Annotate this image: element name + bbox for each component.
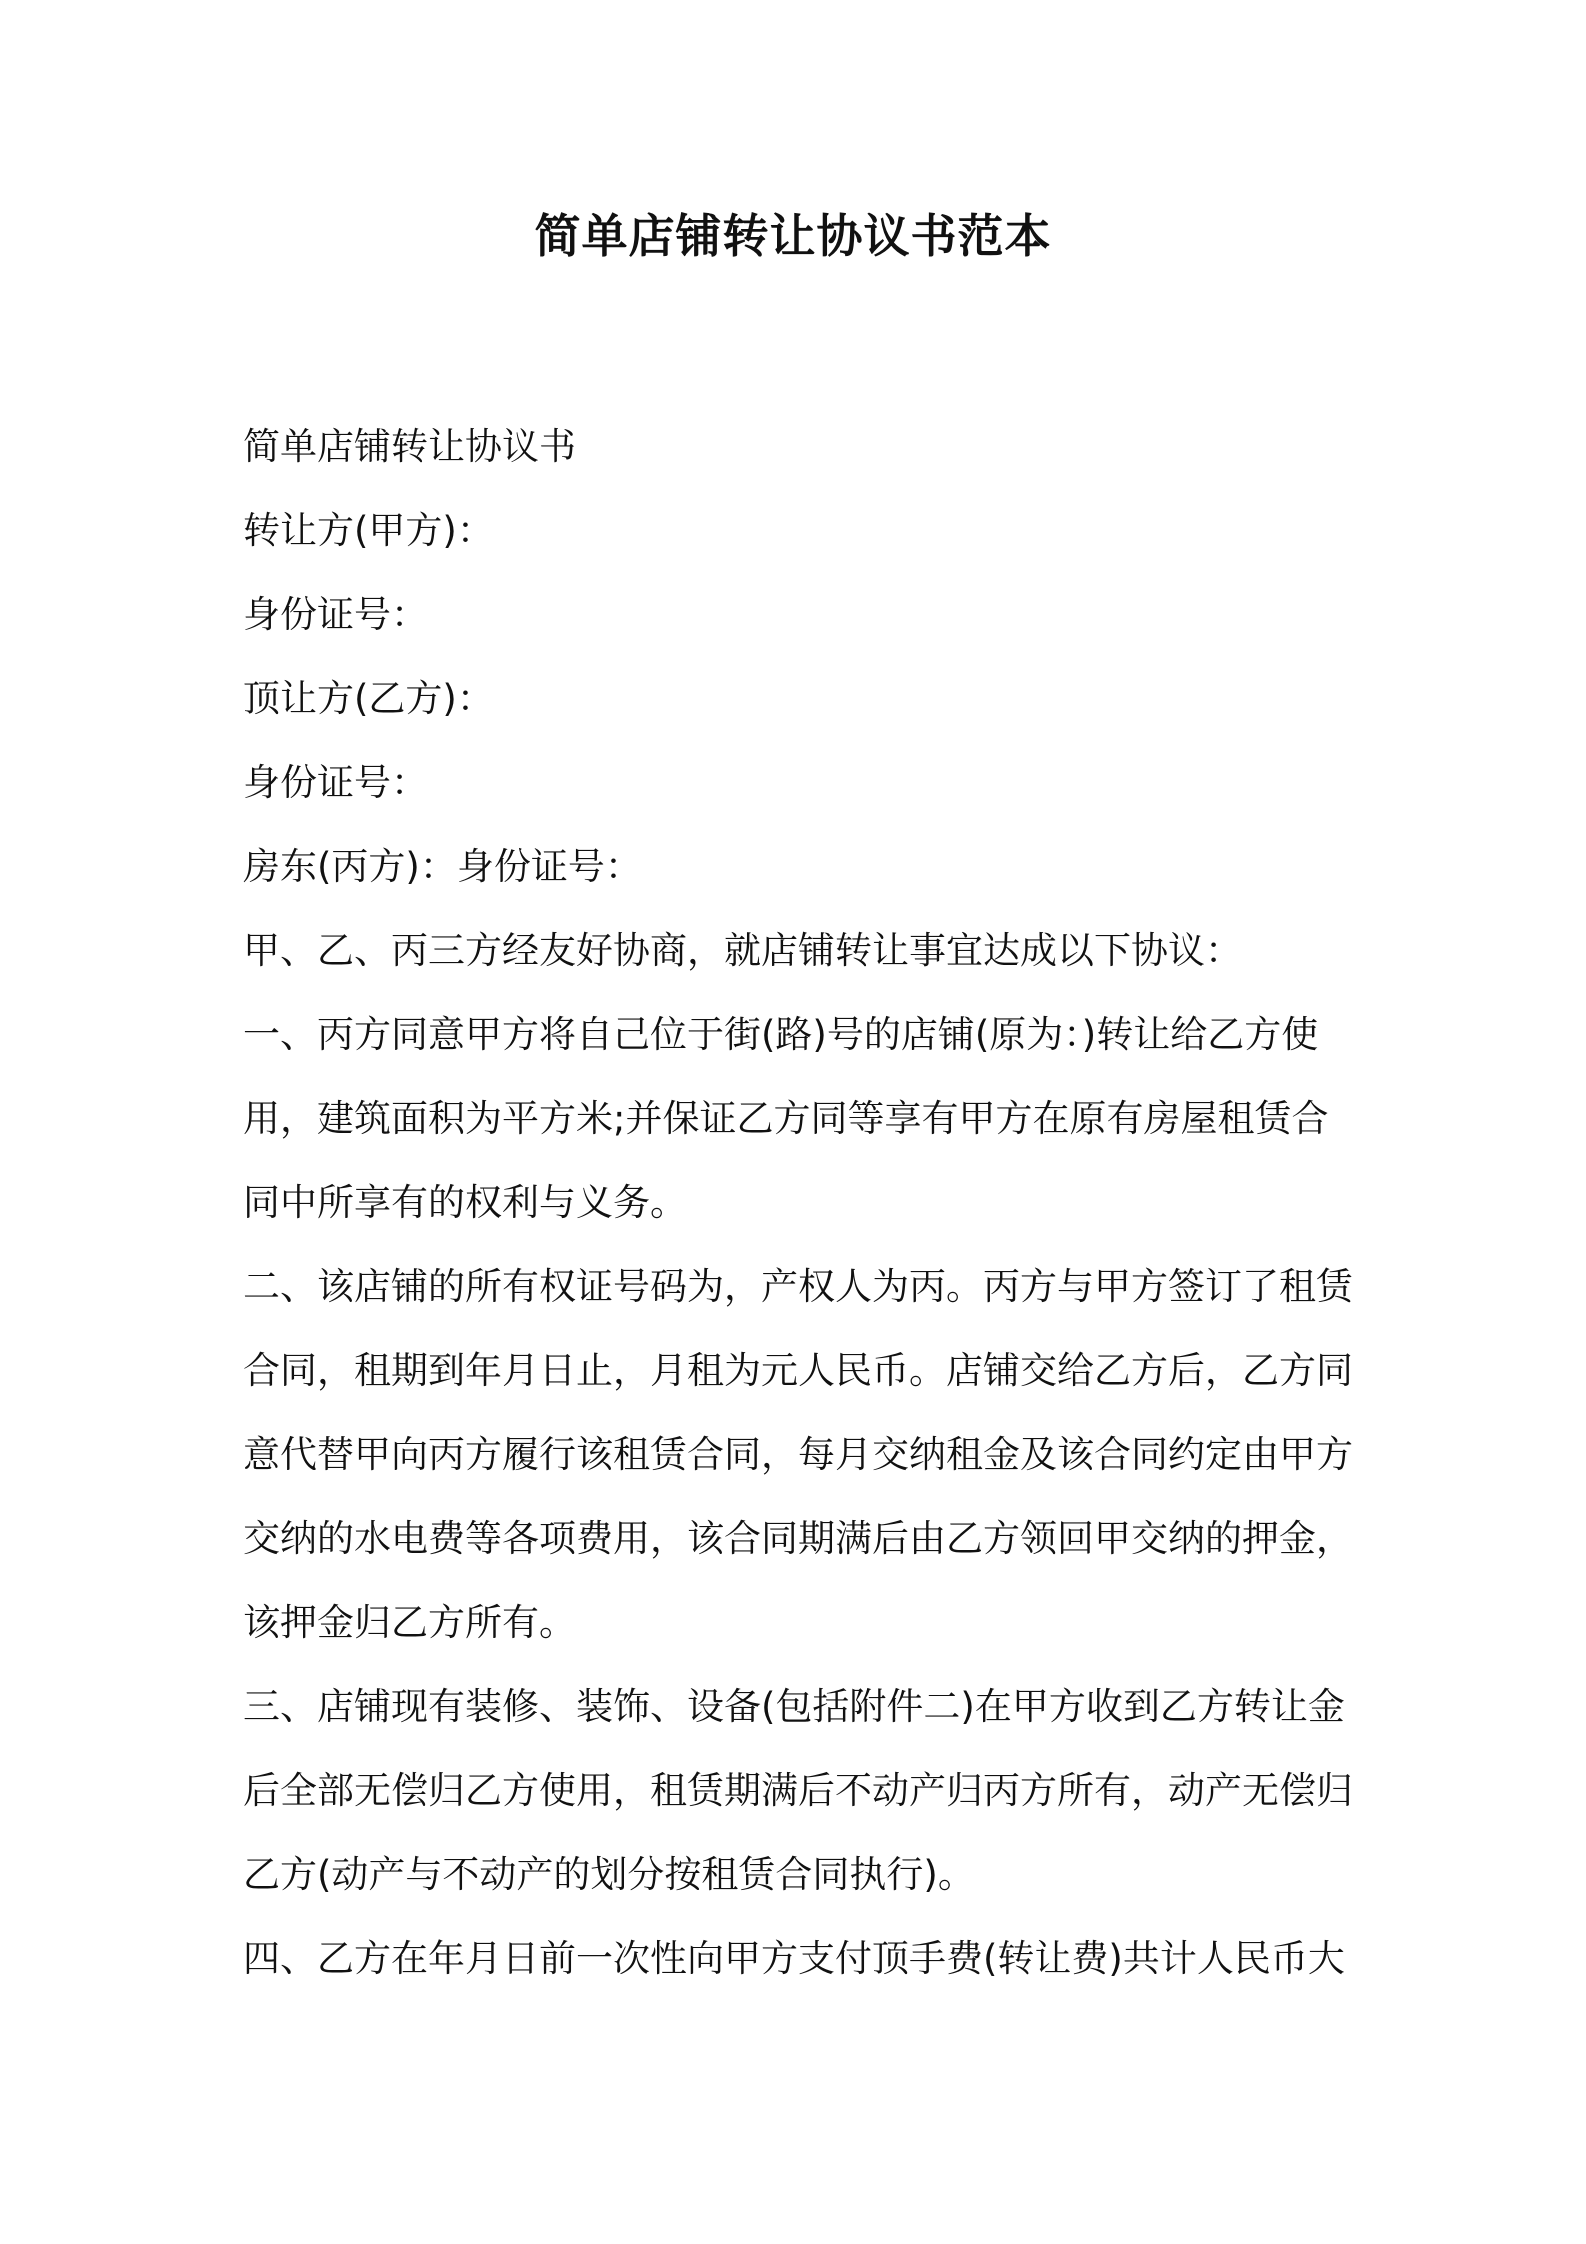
clause-2-line: 合同，租期到年月日止，月租为元人民币。店铺交给乙方后，乙方同 (243, 1349, 1353, 1392)
clause-3-line: 后全部无偿归乙方使用，租赁期满后不动产归丙方所有，动产无偿归 (243, 1769, 1353, 1812)
clause-2-line: 该押金归乙方所有。 (243, 1601, 576, 1644)
clause-1-line: 一、丙方同意甲方将自己位于街(路)号的店铺(原为：)转让给乙方使 (243, 1013, 1319, 1056)
clause-3-line: 乙方(动产与不动产的划分按租赁合同执行)。 (243, 1853, 975, 1896)
clause-4-line: 四、乙方在年月日前一次性向甲方支付顶手费(转让费)共计人民币大 (243, 1937, 1345, 1980)
transferor-line: 转让方(甲方)： (243, 509, 494, 552)
transferee-line: 顶让方(乙方)： (243, 677, 494, 720)
clause-1-line: 同中所享有的权利与义务。 (243, 1181, 687, 1224)
subtitle-line: 简单店铺转让协议书 (243, 425, 576, 468)
clause-2-line: 意代替甲向丙方履行该租赁合同，每月交纳租金及该合同约定由甲方 (243, 1433, 1353, 1476)
transferee-id-line: 身份证号： (243, 761, 428, 804)
clause-2-line: 交纳的水电费等各项费用，该合同期满后由乙方领回甲交纳的押金， (243, 1517, 1353, 1560)
document-title: 简单店铺转让协议书范本 (534, 209, 1052, 263)
transferor-id-line: 身份证号： (243, 593, 428, 636)
clause-3-line: 三、店铺现有装修、装饰、设备(包括附件二)在甲方收到乙方转让金 (243, 1685, 1345, 1728)
preamble-line: 甲、乙、丙三方经友好协商，就店铺转让事宜达成以下协议： (243, 929, 1242, 972)
landlord-line: 房东(丙方)：身份证号： (243, 845, 642, 888)
clause-2-line: 二、该店铺的所有权证号码为，产权人为丙。丙方与甲方签订了租赁 (243, 1265, 1353, 1308)
clause-1-line: 用，建筑面积为平方米;并保证乙方同等享有甲方在原有房屋租赁合 (243, 1097, 1329, 1140)
document-body (243, 405, 1358, 2001)
